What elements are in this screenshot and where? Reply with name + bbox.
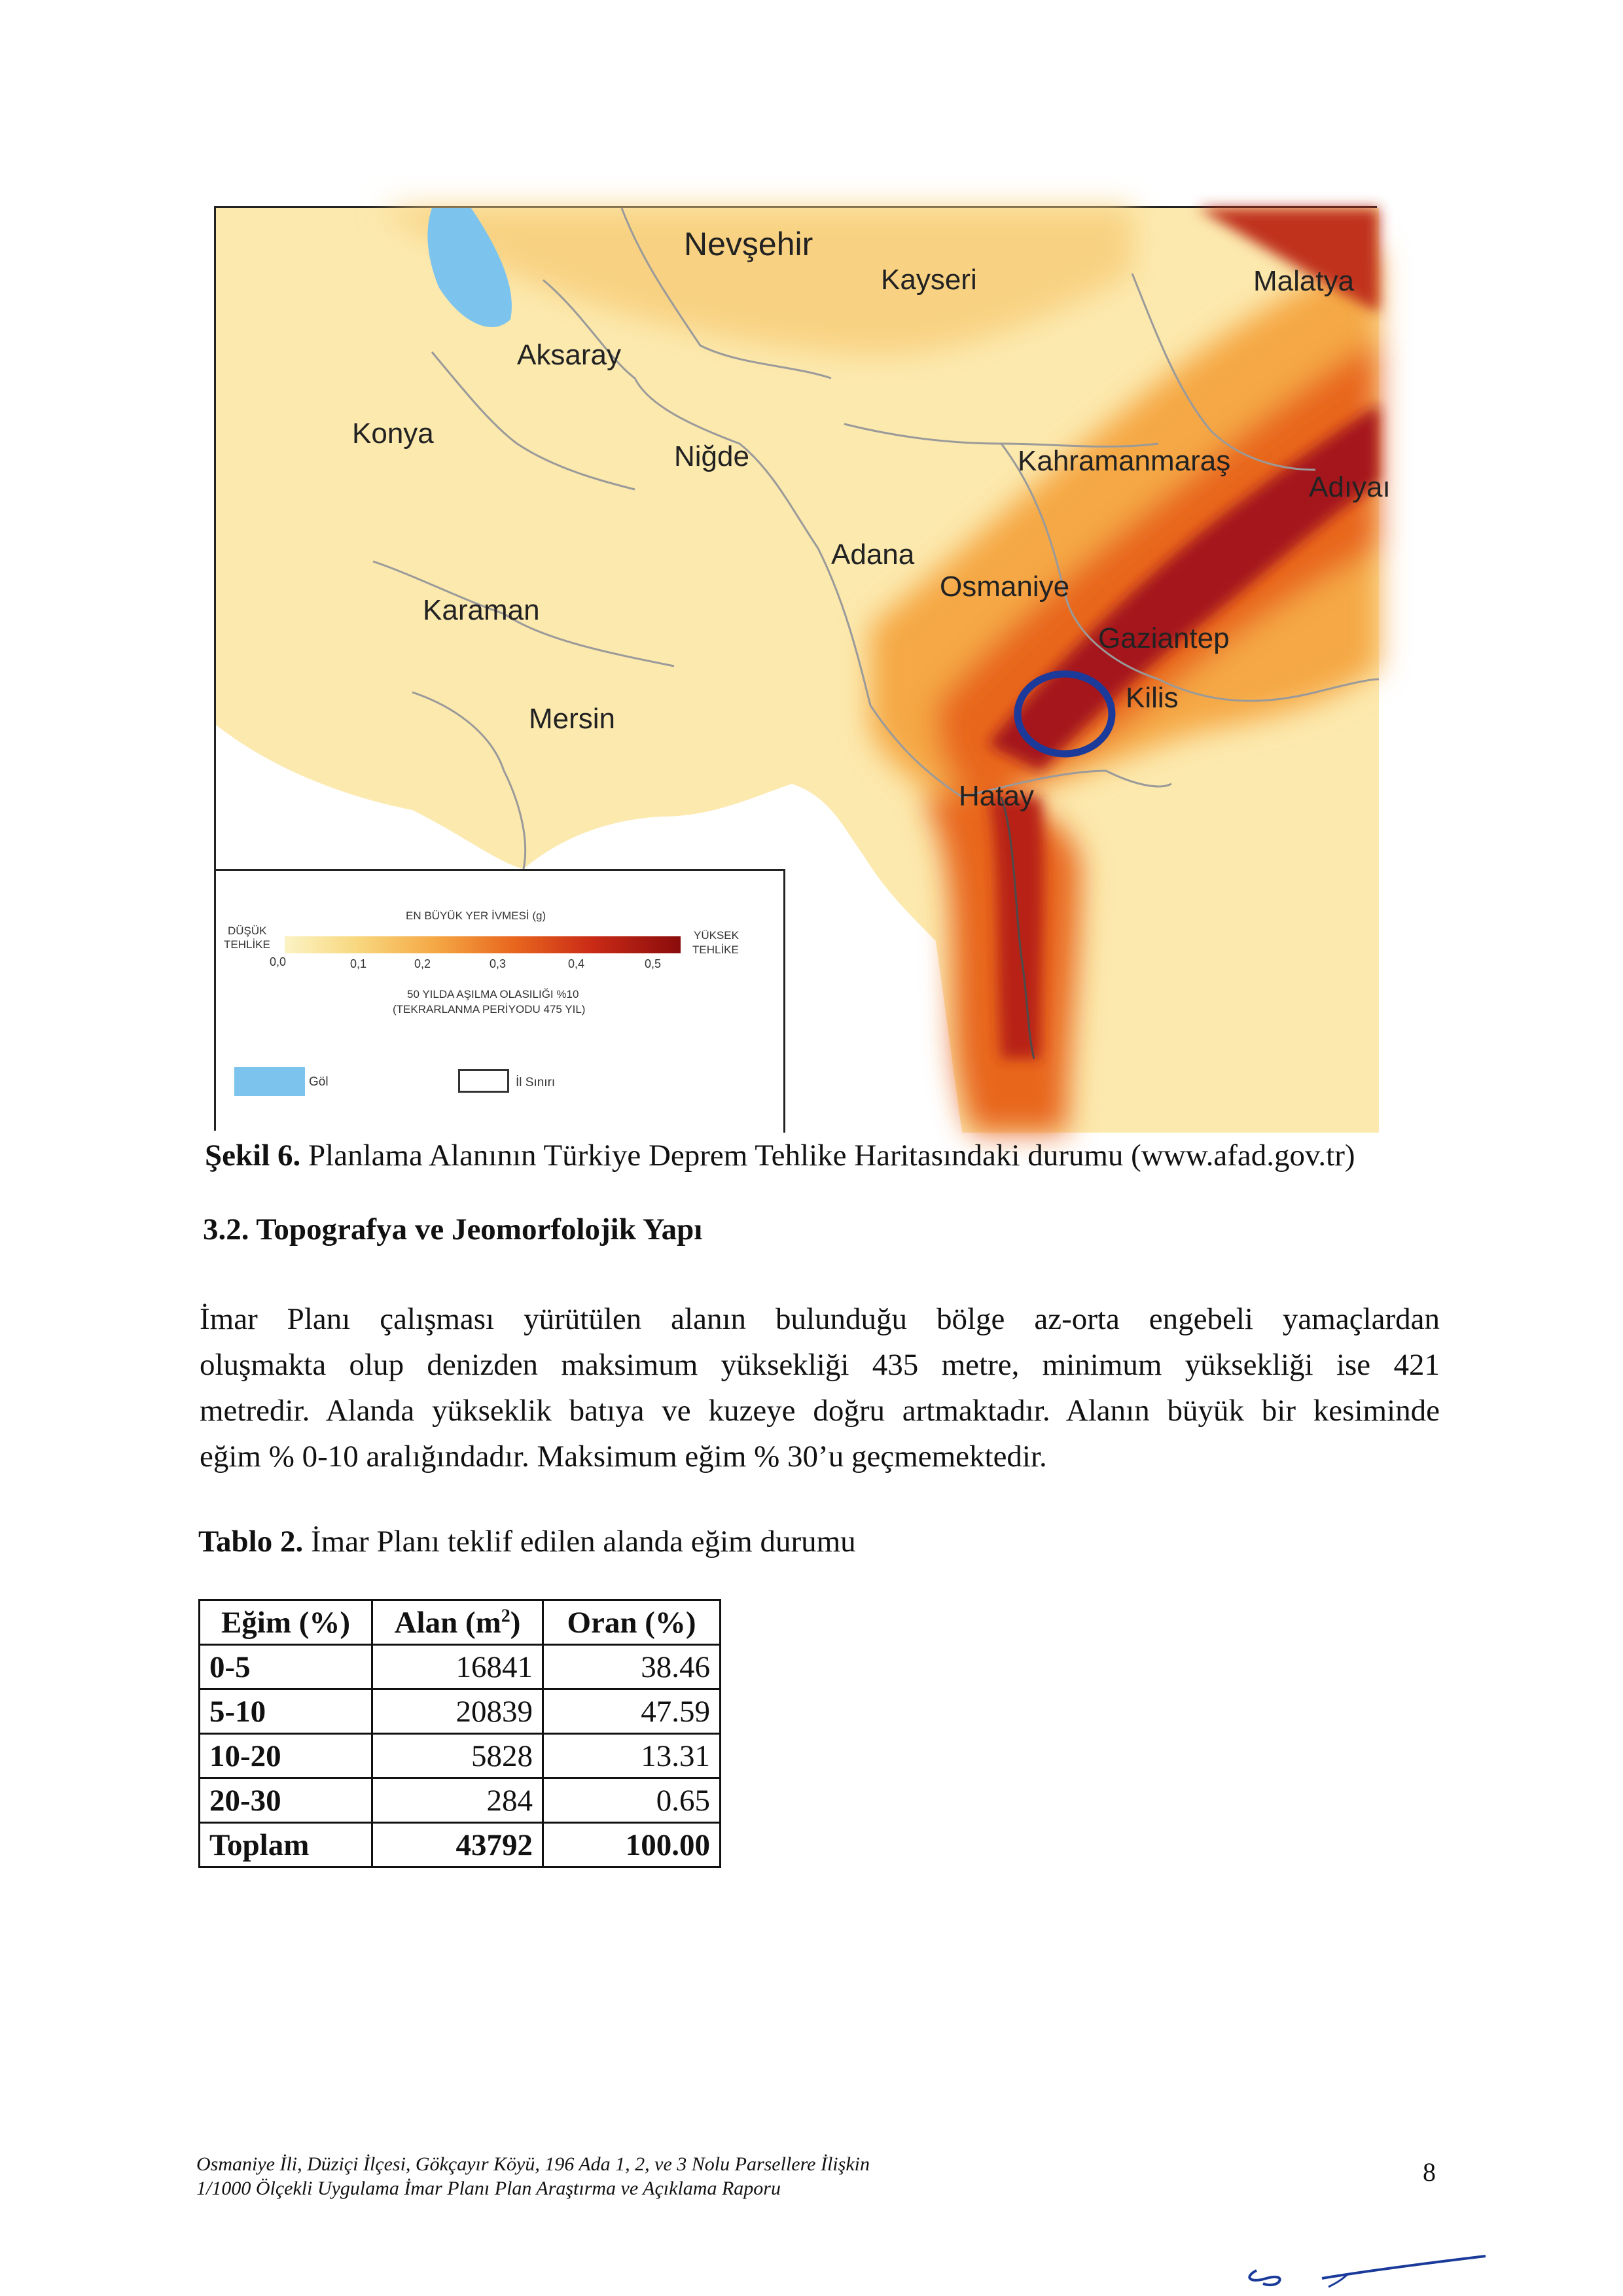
cell-slope: 5-10 (200, 1689, 372, 1734)
footer-line: 1/1000 Ölçekli Uygulama İmar Planı Plan Araştırma ve Açıklama Raporu (196, 2178, 781, 2199)
cell-total-area: 43792 (372, 1823, 543, 1867)
legend-tick: 0,2 (414, 957, 431, 970)
city-label-kayseri: Kayseri (881, 264, 977, 296)
legend-color-scale (285, 936, 681, 953)
cell-ratio: 0.65 (543, 1778, 721, 1823)
slope-table (198, 1599, 721, 1868)
legend-high-label-2: TEHLİKE (692, 944, 739, 956)
footer-line: Osmaniye İli, Düziçi İlçesi, Gökçayır Köyü, 196 Ada 1, 2, ve 3 Nolu Parsellere İlişkin (196, 2153, 870, 2175)
figure-caption (205, 1140, 1355, 1171)
figure-caption-text: Planlama Alanının Türkiye Deprem Tehlike Haritasındaki durumu (www.afad.gov.tr) (300, 1139, 1355, 1173)
page-number: 8 (1423, 2157, 1436, 2187)
paragraph-line: İmar Planı çalışması yürütülen alanın bulunduğu bölge az-orta engebeli yamaçlardan (200, 1302, 1440, 1336)
cell-total-label: Toplam (200, 1823, 372, 1867)
legend-low-label-2: TEHLİKE (224, 938, 270, 951)
cell-ratio: 13.31 (543, 1734, 721, 1778)
header-slope: Eğim (%) (200, 1600, 372, 1645)
cell-slope: 0-5 (200, 1645, 372, 1689)
cell-area: 20839 (372, 1689, 543, 1734)
header-area: Alan $(m^2)$ (372, 1600, 543, 1645)
map-legend (216, 869, 785, 1133)
city-label-gaziantep: Gaziantep (1098, 622, 1230, 654)
table-row (200, 1778, 721, 1823)
city-label-nigde: Niğde (674, 440, 749, 472)
table-header-row (200, 1600, 721, 1645)
table-row (200, 1734, 721, 1778)
cell-area: 5828 (372, 1734, 543, 1778)
section-heading: 3.2. Topografya ve Jeomorfolojik Yapı (203, 1212, 703, 1246)
cell-area: 16841 (372, 1645, 543, 1689)
cell-slope: 20-30 (200, 1778, 372, 1823)
legend-tick: 0,1 (350, 957, 367, 970)
city-label-kilis: Kilis (1126, 682, 1179, 714)
table-caption (198, 1527, 856, 1557)
header-ratio: Oran (%) (543, 1600, 721, 1645)
table-row (200, 1689, 721, 1734)
paragraph-line: metredir. Alanda yükseklik batıya ve kuzeye doğru artmaktadır. Alanın büyük bir kesiminde (200, 1394, 1440, 1428)
legend-tick: 0,0 (270, 955, 287, 968)
legend-note-2: (TEKRARLANMA PERİYODU 475 YIL) (393, 1003, 586, 1016)
cell-area: 284 (372, 1778, 543, 1823)
legend-border-label: İl Sınırı (516, 1076, 556, 1089)
earthquake-hazard-map (214, 206, 1391, 1131)
cell-slope: 10-20 (200, 1734, 372, 1778)
city-label-mersin: Mersin (529, 703, 616, 735)
city-label-aksaray: Aksaray (517, 339, 621, 371)
city-label-adana: Adana (831, 539, 915, 571)
table-caption-label: Tablo 2. (198, 1525, 304, 1559)
table-row (200, 1645, 721, 1689)
legend-tick: 0,4 (568, 957, 585, 970)
paragraph-line: eğim % 0-10 aralığındadır. Maksimum eğim % 30’u geçmemektedir. (200, 1439, 1047, 1474)
cell-ratio: 47.59 (543, 1689, 721, 1734)
legend-lake-label: Göl (309, 1075, 329, 1089)
signature-icon (1230, 2238, 1505, 2290)
city-label-osmaniye: Osmaniye (940, 571, 1070, 603)
city-label-adiyaman: Adıyaı (1309, 471, 1391, 503)
city-label-hatay: Hatay (959, 780, 1034, 812)
city-label-karaman: Karaman (423, 594, 540, 626)
legend-note: 50 YILDA AŞILMA OLASILIĞI %10 (407, 988, 579, 1000)
cell-ratio: 38.46 (543, 1645, 721, 1689)
legend-tick: 0,5 (645, 957, 662, 970)
figure-caption-label: Şekil 6. (205, 1139, 301, 1173)
city-label-kahramanmaras: Kahramanmaraş (1018, 445, 1231, 477)
table-caption-text: İmar Planı teklif edilen alanda eğim durumu (303, 1525, 856, 1559)
city-label-nevsehir: Nevşehir (684, 226, 813, 262)
province-border-swatch-icon (458, 1069, 509, 1093)
legend-high-label: YÜKSEK (694, 929, 739, 942)
legend-low-label: DÜŞÜK (228, 925, 267, 937)
cell-total-ratio: 100.00 (543, 1823, 721, 1867)
legend-title: EN BÜYÜK YER İVMESİ (g) (406, 910, 546, 922)
city-label-malatya: Malatya (1253, 265, 1355, 297)
legend-tick: 0,3 (490, 957, 507, 970)
table-total-row (200, 1823, 721, 1867)
lake-swatch-icon (234, 1067, 305, 1096)
paragraph-line: oluşmakta olup denizden maksimum yüksekliği 435 metre, minimum yüksekliği ise 421 (200, 1348, 1440, 1382)
city-label-konya: Konya (352, 417, 434, 450)
